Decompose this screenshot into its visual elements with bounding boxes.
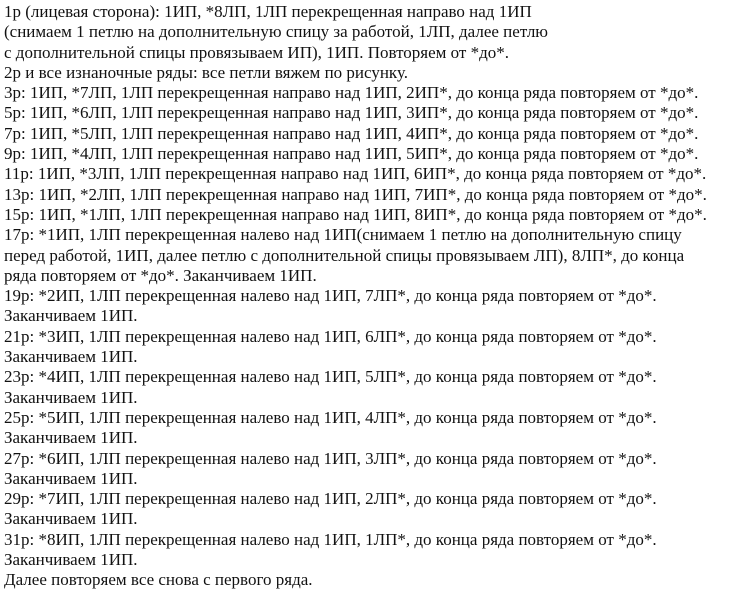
text-line-1: 1р (лицевая сторона): 1ИП, *8ЛП, 1ЛП перекрещенная направо над 1ИП: [4, 2, 532, 21]
text-line-6: 5р: 1ИП, *6ЛП, 1ЛП перекрещенная направо над 1ИП, 3ИП*, до конца ряда повторяем от *до*.: [4, 103, 699, 123]
text-line-7: 7р: 1ИП, *5ЛП, 1ЛП перекрещенная направо над 1ИП, 4ИП*, до конца ряда повторяем от *до*.: [4, 123, 699, 143]
text-line-11: 15р: 1ИП, *1ЛП, 1ЛП перекрещенная направо над 1ИП, 8ИП*, до конца ряда повторяем от *до*.: [4, 204, 707, 224]
text-line-10: 13р: 1ИП, *2ЛП, 1ЛП перекрещенная направо над 1ИП, 7ИП*, до конца ряда повторяем от *до*.: [4, 184, 707, 204]
text-line-2: (снимаем 1 петлю на дополнительную спицу за работой, 1ЛП, далее петлю: [4, 22, 549, 42]
text-line-22: Заканчиваем 1ИП.: [4, 428, 138, 448]
text-line-12: 17р: *1ИП, 1ЛП перекрещенная налево над 1ИП(снимаем 1 петлю на дополнительную спицу: [4, 225, 682, 245]
text-line-13: перед работой, 1ИП, далее петлю с дополнительной спицы провязываем ЛП), 8ЛП*, до конца: [4, 245, 685, 265]
text-line-16: Заканчиваем 1ИП.: [4, 306, 138, 326]
text-line-23: 27р: *6ИП, 1ЛП перекрещенная налево над 1ИП, 3ЛП*, до конца ряда повторяем от *до*.: [4, 448, 657, 468]
text-line-21: 25р: *5ИП, 1ЛП перекрещенная налево над 1ИП, 4ЛП*, до конца ряда повторяем от *до*.: [4, 407, 657, 427]
text-line-5: 3р: 1ИП, *7ЛП, 1ЛП перекрещенная направо над 1ИП, 2ИП*, до конца ряда повторяем от *до*.: [4, 83, 699, 103]
text-line-19: 23р: *4ИП, 1ЛП перекрещенная налево над 1ИП, 5ЛП*, до конца ряда повторяем от *до*.: [4, 367, 657, 387]
text-line-18: Заканчиваем 1ИП.: [4, 347, 138, 367]
text-line-3: с дополнительной спицы провязываем ИП), 1ИП. Повторяем от *до*.: [4, 42, 510, 62]
text-line-4: 2р и все изнаночные ряды: все петли вяжем по рисунку.: [4, 62, 408, 82]
text-line-25: 29р: *7ИП, 1ЛП перекрещенная налево над 1ИП, 2ЛП*, до конца ряда повторяем от *до*.: [4, 489, 657, 509]
text-line-26: Заканчиваем 1ИП.: [4, 509, 138, 529]
text-line-29: Далее повторяем все снова с первого ряда.: [4, 570, 313, 590]
text-line-27: 31р: *8ИП, 1ЛП перекрещенная налево над 1ИП, 1ЛП*, до конца ряда повторяем от *до*.: [4, 529, 657, 549]
text-line-8: 9р: 1ИП, *4ЛП, 1ЛП перекрещенная направо над 1ИП, 5ИП*, до конца ряда повторяем от *до*.: [4, 144, 699, 164]
text-line-28: Заканчиваем 1ИП.: [4, 550, 138, 570]
text-line-17: 21р: *3ИП, 1ЛП перекрещенная налево над 1ИП, 6ЛП*, до конца ряда повторяем от *до*.: [4, 326, 657, 346]
text-line-14: ряда повторяем от *до*. Заканчиваем 1ИП.: [4, 265, 317, 285]
text-line-15: 19р: *2ИП, 1ЛП перекрещенная налево над 1ИП, 7ЛП*, до конца ряда повторяем от *до*.: [4, 286, 657, 306]
text-line-9: 11р: 1ИП, *3ЛП, 1ЛП перекрещенная направо над 1ИП, 6ИП*, до конца ряда повторяем от *до*.: [4, 164, 707, 184]
text-line-20: Заканчиваем 1ИП.: [4, 387, 138, 407]
text-line-24: Заканчиваем 1ИП.: [4, 468, 138, 488]
